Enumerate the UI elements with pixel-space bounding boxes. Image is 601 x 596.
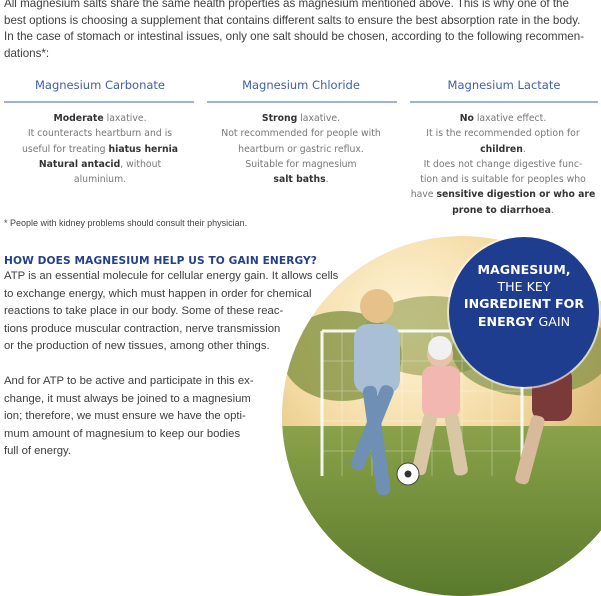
column-divider [4,101,194,103]
column-body-lactate: No laxative effect. It is the recommended option for children. It does not change digestive func- tion and is suitable for peoples who have sensitive digestion or who are prone to diarrhoea. [410,113,596,216]
footnote: * People with kidney problems should consult their physician. [4,218,248,228]
column-divider [207,101,397,103]
energy-paragraph-2: And for ATP to be active and participate in this ex- change, it must always be joined to a magnesium ion; therefore, we must ensure we have the opti- mum amount of magnesium to keep our bodies full of energy. [4,375,254,457]
column-title-lactate: Magnesium Lactate [447,78,561,92]
intro-paragraph [4,0,596,62]
intro-line: In the case of stomach or intestinal issues, only one salt should be chosen, according to the following recommen- [4,30,585,43]
column-title-carbonate: Magnesium Carbonate [34,78,166,92]
energy-paragraph-1: ATP is an essential molecule for cellular energy gain. It allows cells to exchange energy, which must happen in order for chemical reactions to take place in our body. Some of these reac- tions produce muscular contraction, nerve transmission or the production of new tissues, among other things. [4,270,339,352]
column-body-chloride: Strong laxative. Not recommended for people with heartburn or gastric reflux. Suitable for magnesium salt baths. [221,113,381,186]
column-title-chloride: Magnesium Chloride [242,78,360,92]
intro-line: dations*: [4,46,50,60]
column-body-carbonate: Moderate laxative. It counteracts heartburn and is useful for treating hiatus hernia Natural antacid, without aluminium. [21,113,179,186]
section-heading: HOW DOES MAGNESIUM HELP US TO GAIN ENERGY? [4,255,318,267]
intro-line: All magnesium salts share the same health properties as magnesium mentioned above. This is why one of the [4,0,569,10]
intro-line: best options is choosing a supplement that contains different salts to ensure the best absorption rate in the body. [4,13,581,27]
column-divider [410,101,598,103]
energy-badge: MAGNESIUM, THE KEY INGREDIENT FOR ENERGY GAIN [449,237,599,387]
